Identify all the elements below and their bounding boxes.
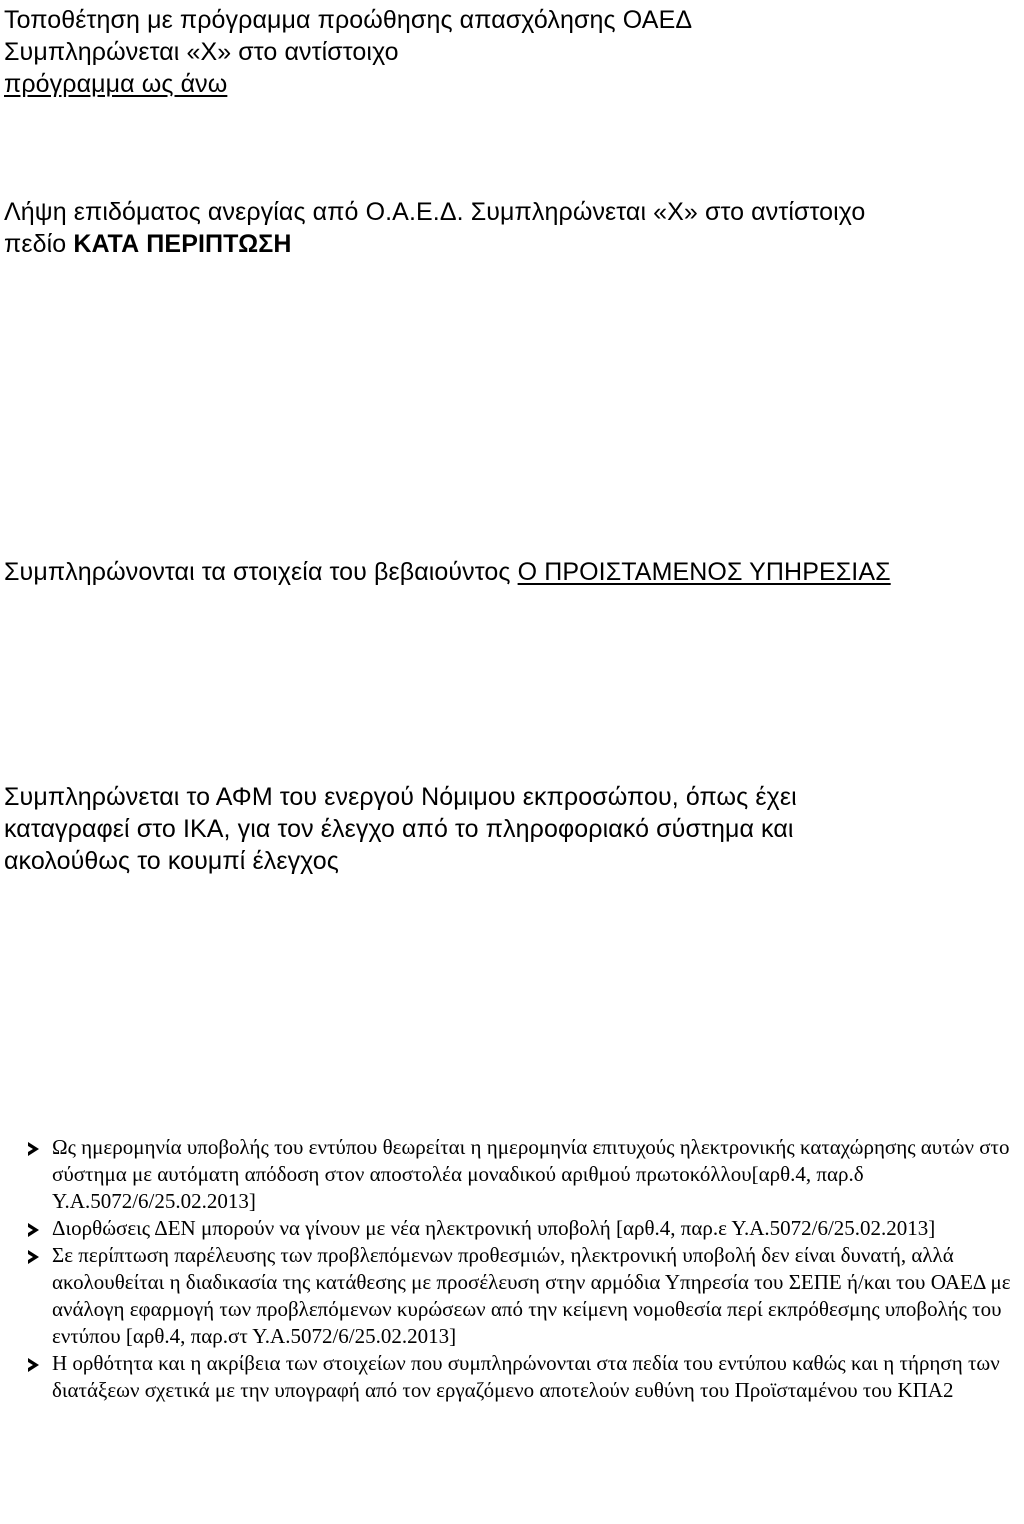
certifier-text: Συμπληρώνονται τα στοιχεία του βεβαιούντος: [4, 558, 518, 586]
unemployment-line-2-prefix: πεδίο: [4, 230, 74, 258]
note-item: [28, 1215, 1018, 1242]
arrow-bullet-icon: [28, 1358, 39, 1372]
unemployment-instructions: [4, 196, 1024, 260]
afm-line-1: Συμπληρώνεται το ΑΦΜ του ενεργού Νόμιμου εκπροσώπου, όπως έχει: [4, 783, 797, 811]
certifier-line: [4, 556, 1024, 588]
note-text: Διορθώσεις ΔΕΝ μπορούν να γίνουν με νέα ηλεκτρονική υποβολή [αρθ.4, παρ.ε Υ.Α.5072/6/25.02.2013]: [52, 1216, 936, 1240]
notes-list: [28, 1134, 1018, 1404]
afm-instructions: [4, 781, 1024, 877]
arrow-bullet-icon: [28, 1142, 39, 1156]
arrow-bullet-icon: [28, 1250, 39, 1264]
program-instructions: [4, 4, 1024, 100]
unemployment-line-2-strong: ΚΑΤΑ ΠΕΡΙΠΤΩΣΗ: [73, 230, 292, 258]
note-text: Ως ημερομηνία υποβολής του εντύπου θεωρείται η ημερομηνία επιτυχούς ηλεκτρονικής καταχώρησης αυτών στο σύστημα με αυτόματη απόδοση στον αποστολέα μοναδικού αριθμού πρωτοκόλλου[αρθ.4, παρ.δ Υ.Α.5072/6/25.02.2013]: [52, 1135, 1010, 1213]
afm-line-2: καταγραφεί στο ΙΚΑ, για τον έλεγχο από το πληροφοριακό σύστημα και: [4, 815, 794, 843]
certifier-instructions: [4, 556, 1024, 588]
afm-line-3: ακολούθως το κουμπί έλεγχος: [4, 847, 339, 875]
note-item: [28, 1350, 1018, 1404]
program-line-3: πρόγραμμα ως άνω: [4, 70, 228, 98]
program-line-2: Συμπληρώνεται «Χ» στο αντίστοιχο: [4, 38, 399, 66]
note-item: [28, 1242, 1018, 1350]
note-text: Η ορθότητα και η ακρίβεια των στοιχείων που συμπληρώνονται στα πεδία του εντύπου καθώς και η τήρηση των διατάξεων σχετικά με την υπογραφή από τον εργαζόμενο αποτελούν ευθύνη του Προϊσταμένου του ΚΠΑ2: [52, 1351, 1000, 1402]
program-line-1: Τοποθέτηση με πρόγραμμα προώθησης απασχόλησης ΟΑΕΔ: [4, 6, 693, 34]
unemployment-line-2: [4, 228, 1024, 260]
unemployment-line-1: Λήψη επιδόματος ανεργίας από Ο.Α.Ε.Δ. Συμπληρώνεται «Χ» στο αντίστοιχο: [4, 198, 866, 226]
certifier-strong: Ο ΠΡΟΙΣΤΑΜΕΝΟΣ ΥΠΗΡΕΣΙΑΣ: [517, 558, 891, 586]
note-item: [28, 1134, 1018, 1215]
note-text: Σε περίπτωση παρέλευσης των προβλεπόμενων προθεσμιών, ηλεκτρονική υποβολή δεν είναι δυνατή, αλλά ακολουθείται η διαδικασία της κατάθεσης με προσέλευση στην αρμόδια Υπηρεσία του ΣΕΠΕ ή/και του ΟΑΕΔ με ανάλογη εφαρμογή των προβλεπόμενων κυρώσεων από την κείμενη νομοθεσία περί εκπρόθεσμης υποβολής του εντύπου [αρθ.4, παρ.στ Υ.Α.5072/6/25.02.2013]: [52, 1243, 1011, 1348]
arrow-bullet-icon: [28, 1223, 39, 1237]
